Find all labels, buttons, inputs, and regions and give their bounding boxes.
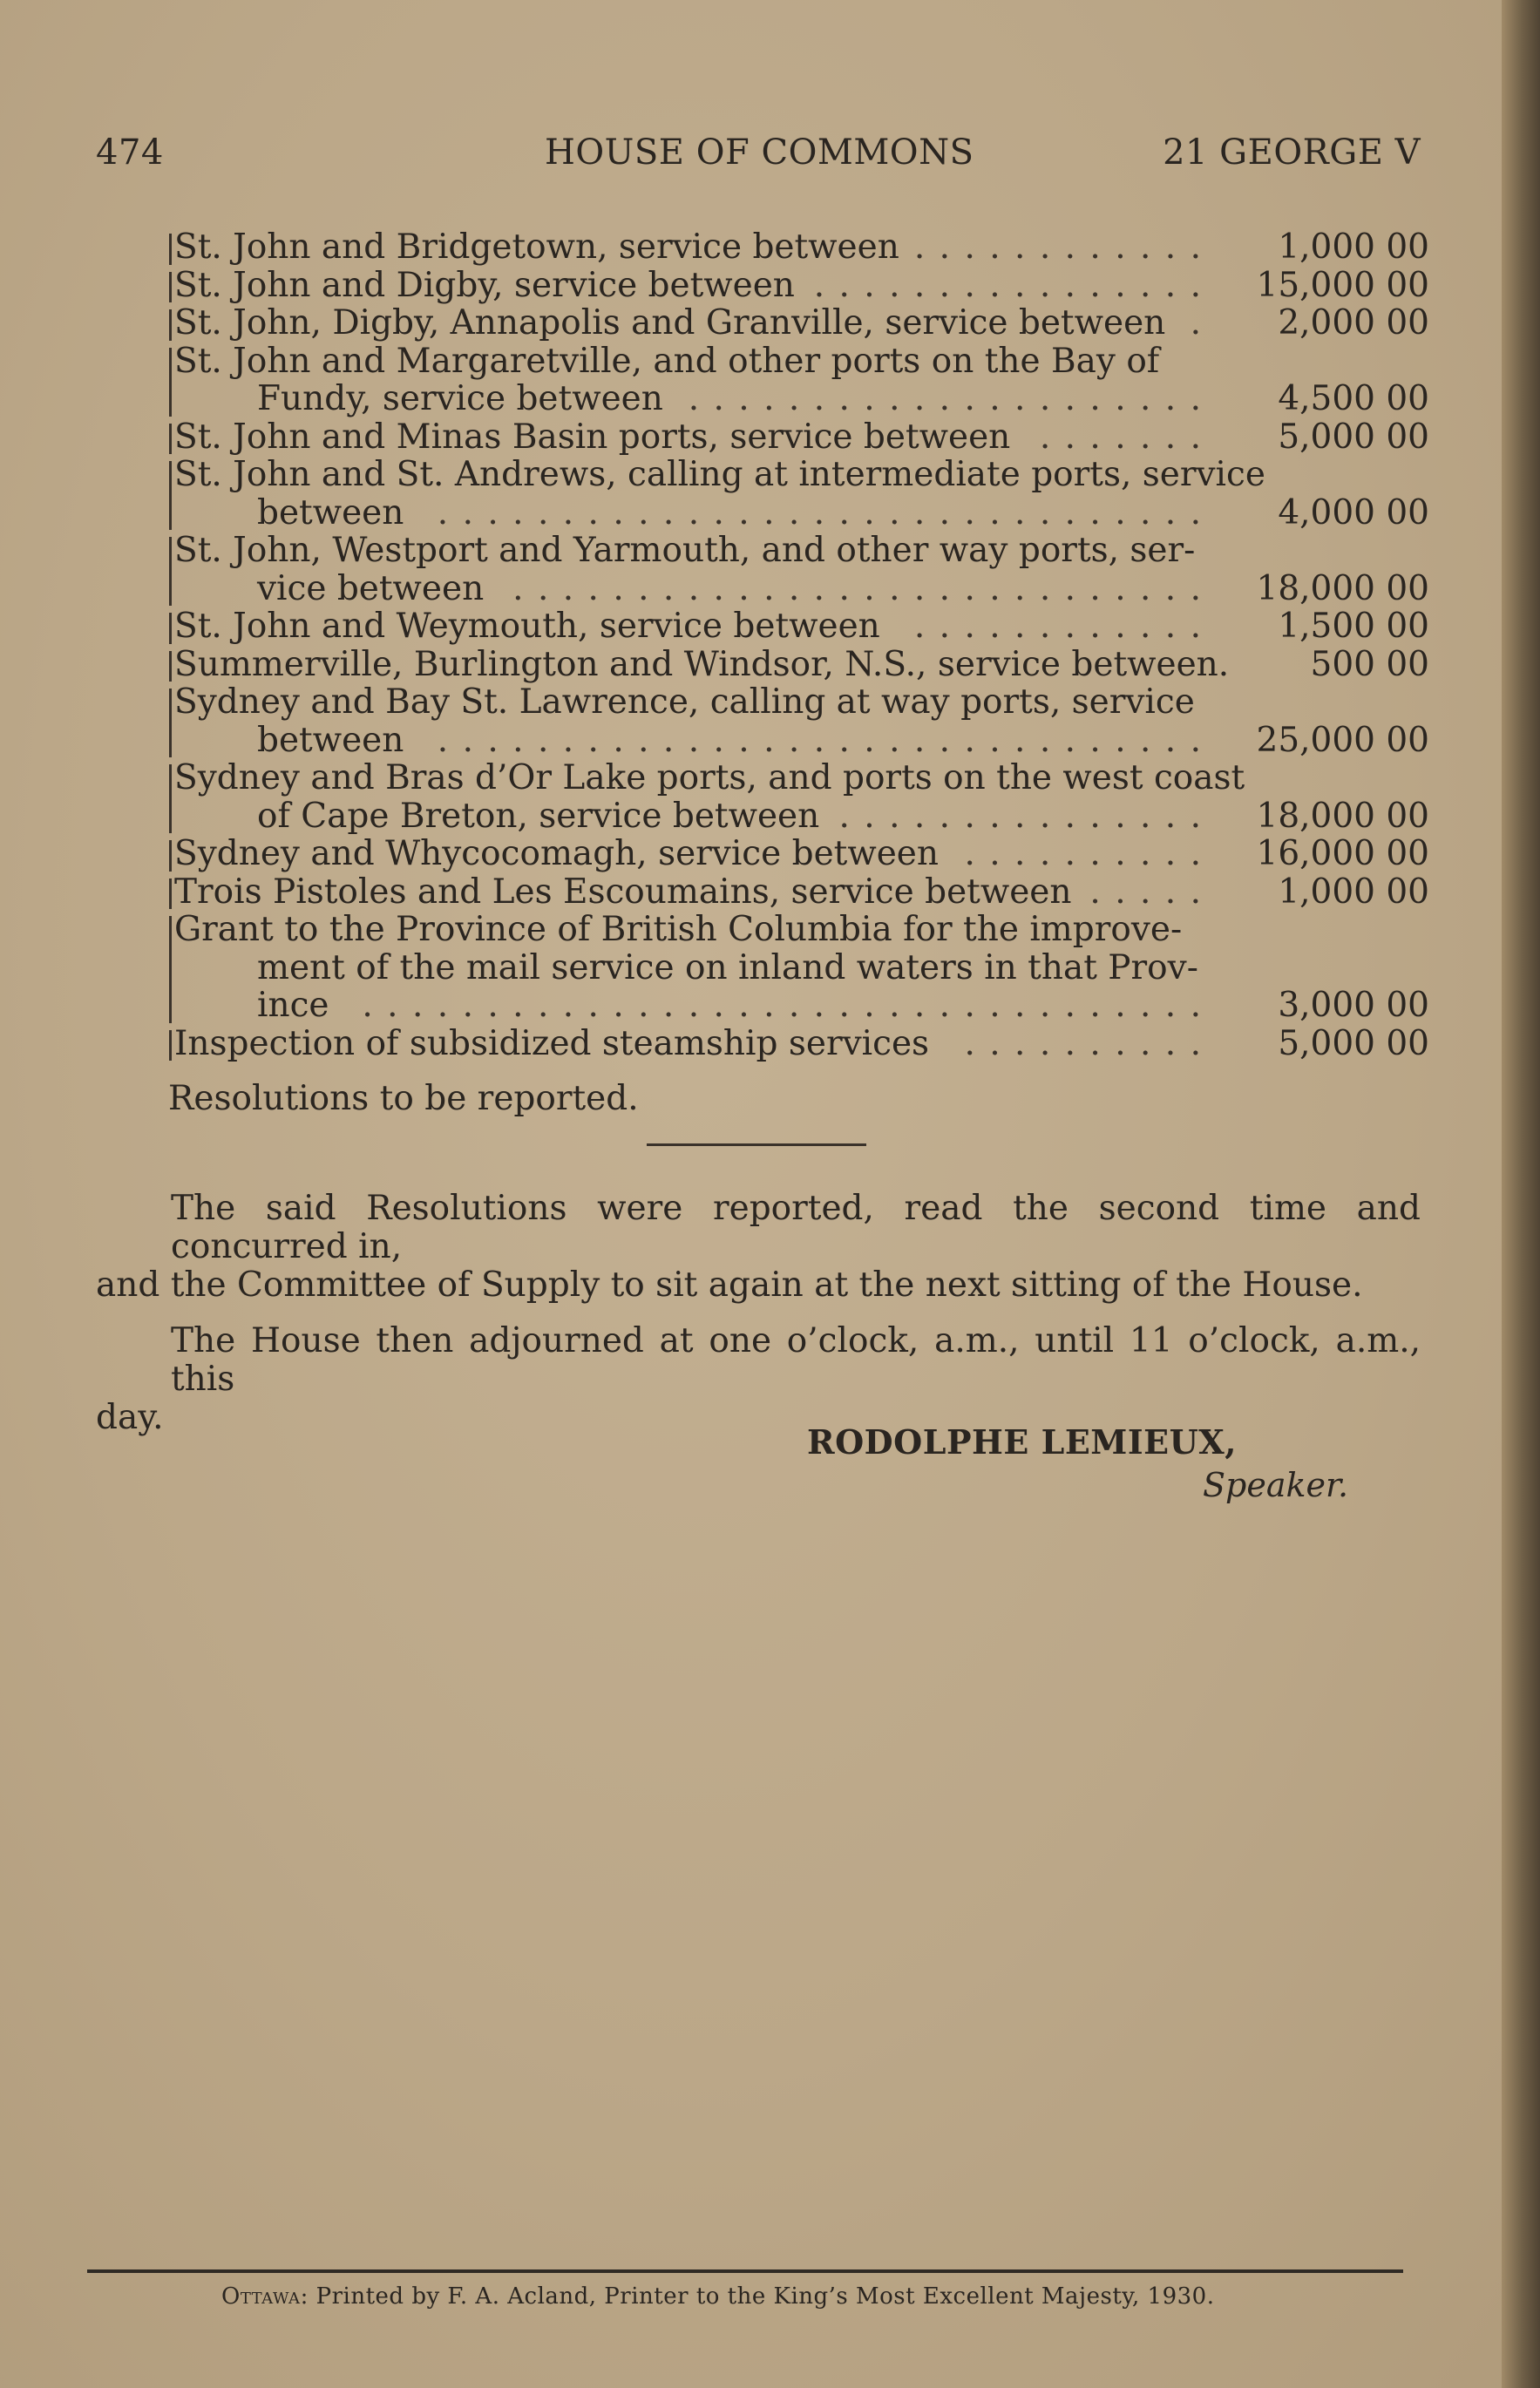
item-amount: 1,500 00 xyxy=(1278,607,1429,646)
item-line xyxy=(174,343,1203,381)
paragraph-rest: day. xyxy=(96,1398,164,1437)
item-bracket xyxy=(169,689,172,757)
item-text: St. John and Margaretville, and other ports on the Bay of xyxy=(174,341,1160,381)
appropriation-item xyxy=(174,1025,1429,1063)
item-amount: 15,000 00 xyxy=(1256,265,1429,305)
speaker-title: Speaker. xyxy=(1203,1466,1349,1504)
resolutions-note: Resolutions to be reported. xyxy=(168,1079,639,1118)
imprint-text: : Printed by F. A. Acland, Printer to the King’s Most Excellent Majesty, 1930. xyxy=(300,2283,1215,2310)
item-text: St. John and Minas Basin ports, service between xyxy=(174,417,1011,457)
dot-leader: . . . . . . . . . . . . . . . . . . . . . . . . . . . . . . . xyxy=(437,492,1203,533)
regnal-year: 21 GEORGE V xyxy=(1163,132,1421,173)
item-text: St. John and St. Andrews, calling at intermediate ports, service xyxy=(174,455,1265,494)
appropriation-item xyxy=(174,343,1429,418)
appropriation-item xyxy=(174,607,1429,646)
item-amount: 18,000 00 xyxy=(1256,796,1429,836)
appropriation-item xyxy=(174,304,1429,343)
item-text: between xyxy=(257,720,404,760)
appropriation-item xyxy=(174,228,1429,267)
dot-leader: . . . . . . . . . . . . . . . . . . . . . xyxy=(688,379,1203,418)
paragraph-concurred xyxy=(96,1190,1421,1305)
imprint-city: Ottawa xyxy=(221,2283,301,2310)
appropriation-item xyxy=(174,418,1429,457)
item-line xyxy=(174,644,1230,684)
appropriation-item xyxy=(174,267,1429,305)
item-text: Summerville, Burlington and Windsor, N.S., service between. xyxy=(174,644,1230,684)
item-text: Grant to the Province of British Columbia for the improve- xyxy=(174,910,1183,949)
item-text: Trois Pistoles and Les Escoumains, service between xyxy=(174,872,1072,912)
item-line xyxy=(174,1025,1203,1063)
dot-leader: . . . . . xyxy=(1089,872,1203,912)
item-line xyxy=(174,722,1203,760)
item-text: St. John and Digby, service between xyxy=(174,265,795,305)
item-text: St. John and Bridgetown, service between xyxy=(174,227,899,267)
item-bracket xyxy=(169,348,172,417)
item-amount: 4,500 00 xyxy=(1278,379,1429,418)
item-text: of Cape Breton, service between xyxy=(257,796,820,836)
item-amount: 18,000 00 xyxy=(1256,568,1429,608)
appropriation-item xyxy=(174,532,1429,607)
item-bracket xyxy=(169,764,172,833)
header-title: HOUSE OF COMMONS xyxy=(545,132,974,173)
footer-rule xyxy=(87,2269,1403,2273)
item-line xyxy=(174,494,1203,533)
paragraph-rest: and the Committee of Supply to sit again at the next sitting of the House. xyxy=(96,1265,1363,1305)
appropriation-item xyxy=(174,683,1429,759)
dot-leader: . . . . . . . . . . . . xyxy=(913,607,1203,646)
page-number: 474 xyxy=(96,132,164,173)
item-text: vice between xyxy=(257,568,485,608)
item-bracket xyxy=(169,840,172,872)
appropriation-item xyxy=(174,873,1429,912)
item-text: between xyxy=(257,492,404,533)
item-text: St. John, Digby, Annapolis and Granville, service between xyxy=(174,303,1166,343)
dot-leader: . xyxy=(1190,303,1203,343)
dot-leader: . . . . . . . . . . . . . . . xyxy=(838,796,1203,836)
item-line xyxy=(174,267,1203,305)
item-text: Inspection of subsidized steamship services xyxy=(174,1023,930,1063)
dot-leader: . . . . . . . . . . . . . . . . . . . . . . . . . . . . . . . xyxy=(437,720,1203,760)
item-amount: 25,000 00 xyxy=(1256,720,1429,760)
appropriation-item xyxy=(174,759,1429,835)
item-text: Sydney and Bras d’Or Lake ports, and ports on the west coast xyxy=(174,758,1245,797)
item-text: ince xyxy=(257,986,329,1025)
item-text: ment of the mail service on inland waters in that Prov- xyxy=(257,947,1198,987)
item-bracket xyxy=(169,613,172,644)
item-bracket xyxy=(169,916,172,1023)
item-bracket xyxy=(169,537,172,606)
item-line xyxy=(174,455,1265,494)
item-amount: 3,000 00 xyxy=(1278,986,1429,1025)
item-line xyxy=(174,570,1203,608)
item-text: St. John and Weymouth, service between xyxy=(174,607,880,646)
paragraph-first-line: The said Resolutions were reported, read the second time and concurred in, xyxy=(171,1189,1421,1266)
running-header xyxy=(96,132,1421,185)
item-amount: 1,000 00 xyxy=(1278,872,1429,912)
item-line xyxy=(174,228,1203,267)
item-line xyxy=(174,911,1203,949)
item-bracket xyxy=(169,879,172,910)
item-bracket xyxy=(169,424,172,455)
item-line xyxy=(174,304,1203,343)
item-line xyxy=(174,949,1203,987)
dot-leader: . . . . . . . . . . xyxy=(964,1023,1203,1063)
dot-leader: . . . . . . . . . . xyxy=(964,834,1203,873)
item-line xyxy=(174,758,1245,797)
item-text: Fundy, service between xyxy=(257,379,663,418)
item-line xyxy=(174,380,1203,418)
item-line xyxy=(174,683,1203,722)
dot-leader: . . . . . . . . . . . . . . . . . . . . . . . . . . . . . . . . . . xyxy=(362,986,1203,1025)
paragraph-first-line: The House then adjourned at one o’clock, a.m., until 11 o’clock, a.m., this xyxy=(171,1321,1421,1399)
appropriation-item xyxy=(174,456,1429,532)
printer-imprint xyxy=(221,2283,1215,2310)
item-amount: 2,000 00 xyxy=(1278,303,1429,343)
item-line xyxy=(174,987,1203,1025)
item-bracket xyxy=(169,461,172,530)
dot-leader: . . . . . . . . . . . . . . . . xyxy=(813,265,1203,305)
item-amount: 16,000 00 xyxy=(1256,834,1429,873)
item-line xyxy=(174,532,1203,570)
item-amount: 500 00 xyxy=(1310,644,1429,684)
item-line xyxy=(174,835,1203,873)
item-bracket xyxy=(169,1030,172,1062)
item-bracket xyxy=(169,234,172,265)
dot-leader: . . . . . . . xyxy=(1039,417,1203,457)
dot-leader: . . . . . . . . . . . . xyxy=(913,227,1203,267)
appropriation-item xyxy=(174,646,1429,684)
item-text: Sydney and Whycocomagh, service between xyxy=(174,834,940,873)
paragraph-adjourned xyxy=(96,1322,1421,1437)
speaker-name: RODOLPHE LEMIEUX, xyxy=(807,1422,1237,1462)
item-bracket xyxy=(169,309,172,341)
dot-leader: . . . . . . . . . . . . . . . . . . . . . . . . . . . . xyxy=(512,568,1203,608)
item-amount: 5,000 00 xyxy=(1278,417,1429,457)
item-amount: 1,000 00 xyxy=(1278,227,1429,267)
section-divider xyxy=(647,1143,866,1146)
item-line xyxy=(174,418,1203,457)
item-bracket xyxy=(169,651,172,682)
item-text: Sydney and Bay St. Lawrence, calling at way ports, service xyxy=(174,682,1195,722)
item-line xyxy=(174,607,1203,646)
item-bracket xyxy=(169,272,172,303)
appropriation-item xyxy=(174,835,1429,873)
appropriation-items-list xyxy=(174,228,1429,1062)
item-line xyxy=(174,873,1203,912)
item-amount: 5,000 00 xyxy=(1278,1023,1429,1063)
item-line xyxy=(174,797,1203,836)
item-amount: 4,000 00 xyxy=(1278,492,1429,533)
page-edge xyxy=(1502,0,1540,2388)
item-text: St. John, Westport and Yarmouth, and other way ports, ser- xyxy=(174,531,1196,570)
appropriation-item xyxy=(174,911,1429,1025)
